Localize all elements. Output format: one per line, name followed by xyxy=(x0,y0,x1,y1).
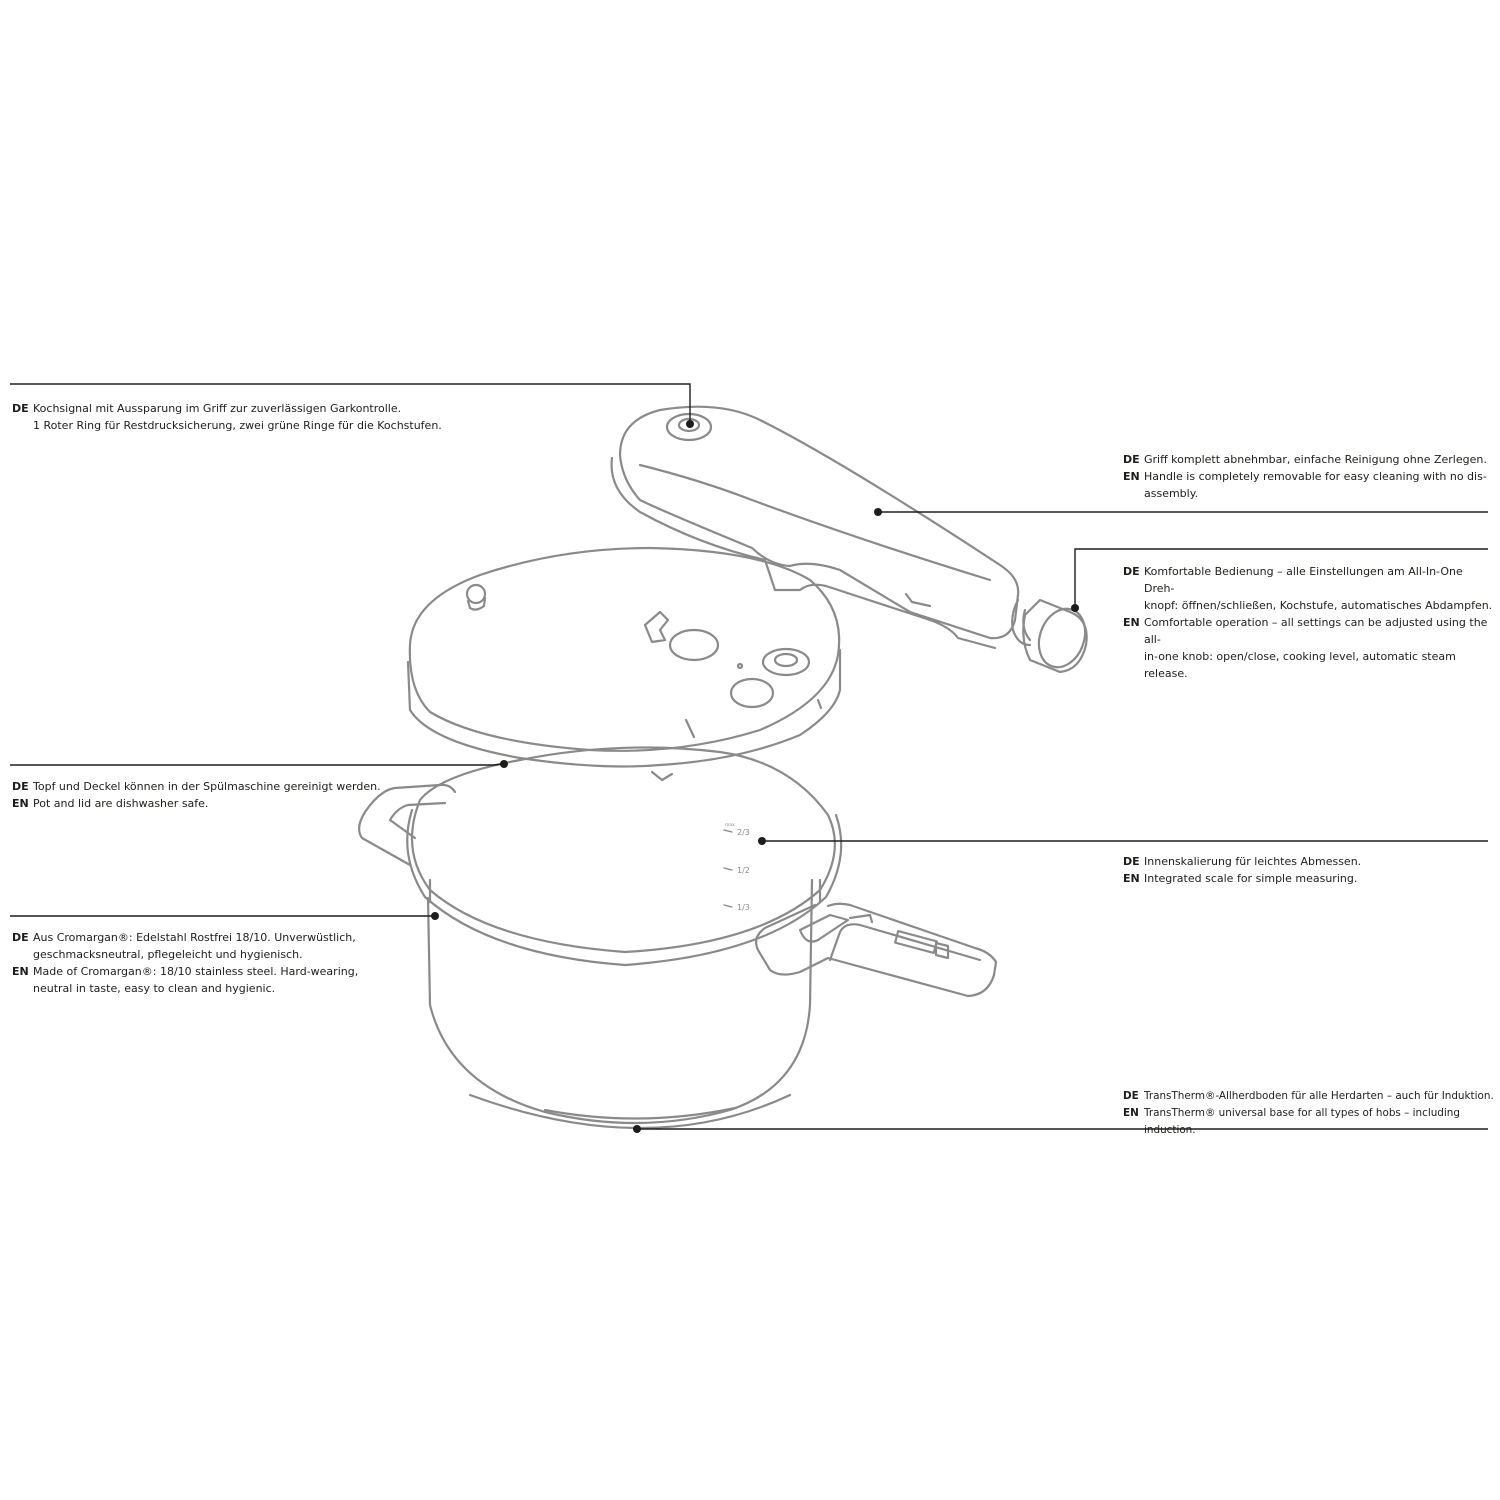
lang-tag-de: DE xyxy=(12,402,29,415)
signal-de-line-2: 1 Roter Ring für Restdrucksicherung, zwei grüne Ringe für die Kochstufen. xyxy=(33,419,442,432)
point-knob xyxy=(1071,604,1079,612)
base-en-text: TransTherm® universal base for all types of hobs – including induction. xyxy=(1144,1107,1460,1136)
pot-right-handle xyxy=(756,904,996,996)
point-scale xyxy=(758,837,766,845)
lang-tag-de: DE xyxy=(1123,855,1140,868)
all-in-one-knob xyxy=(1012,600,1093,674)
lang-tag-de: DE xyxy=(12,780,29,793)
scale-de-text: Innenskalierung für leichtes Abmessen. xyxy=(1144,855,1362,868)
handle-en-text: Handle is completely removable for easy cleaning with no dis- assembly. xyxy=(1144,470,1487,500)
lang-tag-en: EN xyxy=(1123,872,1140,885)
lang-tag-en: EN xyxy=(1123,1107,1139,1119)
annotation-handle xyxy=(1123,451,1493,502)
point-base xyxy=(633,1125,641,1133)
point-dishwasher xyxy=(500,760,508,768)
point-signal xyxy=(686,420,694,428)
dishwasher-en-text: Pot and lid are dishwasher safe. xyxy=(33,797,209,810)
lang-tag-en: EN xyxy=(1123,616,1140,629)
material-de-text: Aus Cromargan®: Edelstahl Rostfrei 18/10. Unverwüstlich, geschmacksneutral, pflegeleicht und hygienisch. xyxy=(33,931,356,961)
dishwasher-de-text: Topf und Deckel können in der Spülmaschine gereinigt werden. xyxy=(33,780,381,793)
lid-handle xyxy=(612,407,1019,648)
leader-dishwasher xyxy=(10,764,504,765)
scale-label-two-thirds: 2/3 xyxy=(737,828,750,837)
scale-en-text: Integrated scale for simple measuring. xyxy=(1144,872,1358,885)
annotation-base xyxy=(1123,1088,1495,1139)
lang-tag-de: DE xyxy=(1123,565,1140,578)
annotation-material xyxy=(12,929,372,997)
annotation-signal xyxy=(12,400,532,434)
pot-body xyxy=(428,880,812,1128)
material-en-text: Made of Cromargan®: 18/10 stainless steel. Hard-wearing, neutral in taste, easy to clean and hygienic. xyxy=(33,965,359,995)
lang-tag-de: DE xyxy=(1123,453,1140,466)
point-handle xyxy=(874,508,882,516)
lang-tag-en: EN xyxy=(12,797,29,810)
scale-label-max: max xyxy=(725,823,735,828)
signal-de-line-1: Kochsignal mit Aussparung im Griff zur zuverlässigen Garkontrolle. xyxy=(33,402,402,415)
lid xyxy=(408,548,840,780)
knob-de-text: Komfortable Bedienung – alle Einstellungen am All-In-One Dreh- knopf: öffnen/schließen, Kochstufe, automatisches Abdampfen. xyxy=(1144,565,1493,612)
lang-tag-de: DE xyxy=(1123,1090,1139,1102)
base-de-text: TransTherm®-Allherdboden für alle Herdarten – auch für Induktion. xyxy=(1144,1090,1494,1102)
scale-label-half: 1/2 xyxy=(737,866,750,875)
annotation-scale xyxy=(1123,853,1493,887)
pot-rim xyxy=(407,748,841,966)
lang-tag-de: DE xyxy=(12,931,29,944)
point-material xyxy=(431,912,439,920)
handle-de-text: Griff komplett abnehmbar, einfache Reinigung ohne Zerlegen. xyxy=(1144,453,1487,466)
annotation-dishwasher xyxy=(12,778,412,812)
lang-tag-en: EN xyxy=(1123,470,1140,483)
lang-tag-en: EN xyxy=(12,965,29,978)
knob-en-text: Comfortable operation – all settings can be adjusted using the all- in-one knob: open/close, cooking level, automatic steam release. xyxy=(1144,616,1488,680)
annotation-knob xyxy=(1123,563,1495,682)
scale-marks xyxy=(724,830,732,907)
scale-label-third: 1/3 xyxy=(737,903,750,912)
